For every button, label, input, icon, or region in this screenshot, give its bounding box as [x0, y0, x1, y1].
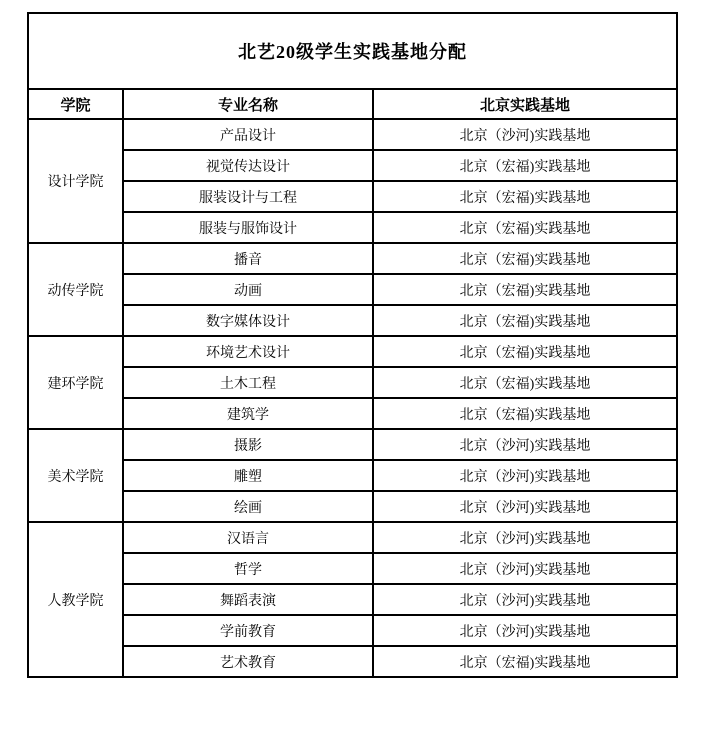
table-row [28, 615, 677, 646]
base-cell: 北京（宏福)实践基地 [373, 150, 677, 181]
table-row [28, 119, 677, 150]
major-cell: 环境艺术设计 [123, 336, 373, 367]
base-cell: 北京（宏福)实践基地 [373, 305, 677, 336]
major-cell: 土木工程 [123, 367, 373, 398]
table-row [28, 522, 677, 553]
table-row [28, 584, 677, 615]
major-cell: 摄影 [123, 429, 373, 460]
table-body [28, 119, 677, 677]
table-row [28, 491, 677, 522]
base-cell: 北京（沙河)实践基地 [373, 615, 677, 646]
base-cell: 北京（宏福)实践基地 [373, 212, 677, 243]
table-row [28, 398, 677, 429]
base-cell: 北京（沙河)实践基地 [373, 522, 677, 553]
major-cell: 汉语言 [123, 522, 373, 553]
major-cell: 播音 [123, 243, 373, 274]
table-row [28, 646, 677, 677]
table-row [28, 150, 677, 181]
college-cell: 动传学院 [28, 243, 123, 336]
title-row [28, 13, 677, 89]
college-cell: 人教学院 [28, 522, 123, 677]
base-cell: 北京（宏福)实践基地 [373, 646, 677, 677]
practice-base-table [27, 12, 678, 678]
table-row [28, 212, 677, 243]
major-cell: 视觉传达设计 [123, 150, 373, 181]
base-cell: 北京（宏福)实践基地 [373, 367, 677, 398]
table-head [28, 13, 677, 119]
base-cell: 北京（宏福)实践基地 [373, 181, 677, 212]
major-cell: 服装设计与工程 [123, 181, 373, 212]
major-cell: 哲学 [123, 553, 373, 584]
table-row [28, 181, 677, 212]
base-cell: 北京（沙河)实践基地 [373, 553, 677, 584]
base-cell: 北京（沙河)实践基地 [373, 429, 677, 460]
table-row [28, 367, 677, 398]
major-cell: 数字媒体设计 [123, 305, 373, 336]
major-cell: 产品设计 [123, 119, 373, 150]
column-header-major: 专业名称 [123, 89, 373, 119]
table-row [28, 243, 677, 274]
base-cell: 北京（宏福)实践基地 [373, 274, 677, 305]
college-cell: 建环学院 [28, 336, 123, 429]
base-cell: 北京（沙河)实践基地 [373, 584, 677, 615]
base-cell: 北京（沙河)实践基地 [373, 119, 677, 150]
major-cell: 艺术教育 [123, 646, 373, 677]
table-row [28, 305, 677, 336]
college-cell: 设计学院 [28, 119, 123, 243]
table-row [28, 274, 677, 305]
base-cell: 北京（沙河)实践基地 [373, 491, 677, 522]
base-cell: 北京（宏福)实践基地 [373, 336, 677, 367]
table-row [28, 336, 677, 367]
column-header-college: 学院 [28, 89, 123, 119]
table-row [28, 429, 677, 460]
base-cell: 北京（沙河)实践基地 [373, 460, 677, 491]
major-cell: 服装与服饰设计 [123, 212, 373, 243]
column-header-base: 北京实践基地 [373, 89, 677, 119]
college-cell: 美术学院 [28, 429, 123, 522]
table-row [28, 553, 677, 584]
table-title: 北艺20级学生实践基地分配 [28, 13, 677, 89]
major-cell: 绘画 [123, 491, 373, 522]
header-row [28, 89, 677, 119]
major-cell: 雕塑 [123, 460, 373, 491]
base-cell: 北京（宏福)实践基地 [373, 243, 677, 274]
base-cell: 北京（宏福)实践基地 [373, 398, 677, 429]
major-cell: 学前教育 [123, 615, 373, 646]
table-row [28, 460, 677, 491]
major-cell: 动画 [123, 274, 373, 305]
major-cell: 舞蹈表演 [123, 584, 373, 615]
major-cell: 建筑学 [123, 398, 373, 429]
